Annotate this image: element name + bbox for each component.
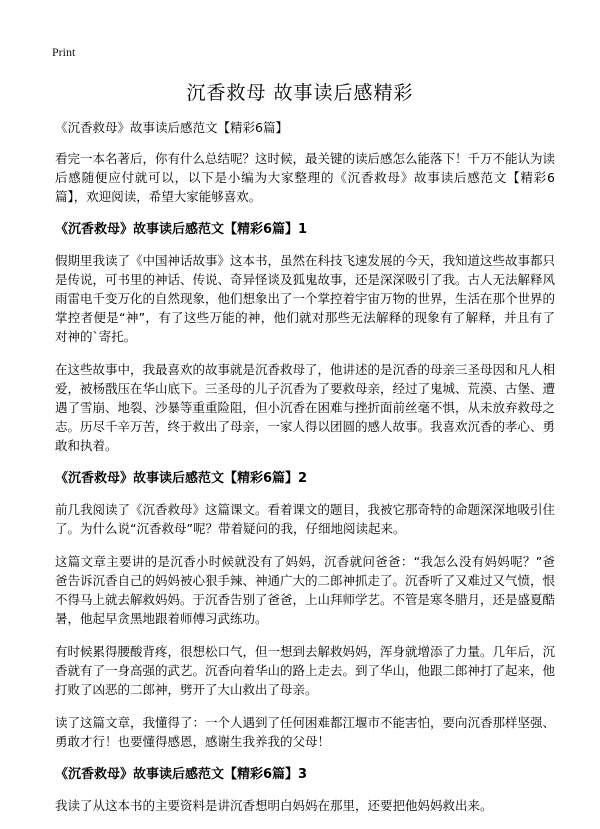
section-2-paragraph-3: 有时候累得腰酸背疼，很想松口气，但一想到去解救妈妈，浑身就增添了力量。几年后，沉香就有了一身高强的武艺。沉香向着华山的路上走去。到了华山，他跟二郎神打了起来，他打败了凶恶的二郎神，劈开了大山救出了母亲。 [55,644,556,697]
intro-paragraph: 看完一本名著后，你有什么总结呢？这时候，最关键的读后感怎么能落下！千万不能认为读后感随便应付就可以，以下是小编为大家整理的《沉香救母》故事读后感范文【精彩6篇】，欢迎阅读，希望大家能够喜欢。 [55,151,556,204]
section-heading-2: 《沉香救母》故事读后感范文【精彩6篇】2 [55,471,308,486]
print-link[interactable]: Print [52,45,76,59]
section-2-paragraph-4: 读了这篇文章，我懂得了：一个人遇到了任何困难都江堰市不能害怕，要向沉香那样坚强、勇敢才行！也要懂得感恩，感谢生我养我的父母！ [55,715,556,749]
article-body [55,118,555,829]
section-heading-1: 《沉香救母》故事读后感范文【精彩6篇】1 [55,222,308,237]
section-3-paragraph-1: 我读了从这本书的主要资料是讲沉香想明白妈妈在那里，还要把他妈妈救出来。 [55,798,493,813]
section-1-paragraph-1: 假期里我读了《中国神话故事》这本书，虽然在科技飞速发展的今天，我知道这些故事都只是传说，可书里的神话、传说、奇异怪谈及狐鬼故事，还是深深吸引了我。古人无法解释风雨雷电千变万化的自然现象，他们想象出了一个掌控着宇宙万物的世界，生活在那个世界的掌控者便是“神”，有了这些万能的神，他们就对那些无法解释的现象有了解释，并且有了对神的`寄托。 [55,253,556,344]
section-1-paragraph-2: 在这些故事中，我最喜欢的故事就是沉香救母了，他讲述的是沉香的母亲三圣母因和凡人相爱，被杨戬压在华山底下。三圣母的儿子沉香为了要救母亲，经过了鬼城、荒漠、古堡、遭遇了雪崩、地裂、沙暴等重重险阻，但小沉香在困难与挫折面前丝毫不惧，从未放弃救母之志。历尽千辛万苦，终于救出了母亲，一家人得以团圆的感人故事。我喜欢沉香的孝心、勇敢和执着。 [55,362,556,453]
section-2-paragraph-1: 前几我阅读了《沉香救母》这篇课文。看着课文的题目，我被它那奇特的命题深深地吸引住了。为什么说“沉香救母”呢？带着疑问的我，仔细地阅读起来。 [55,502,556,536]
section-heading-3: 《沉香救母》故事读后感范文【精彩6篇】3 [55,767,308,782]
section-2-paragraph-2: 这篇文章主要讲的是沉香小时候就没有了妈妈，沉香就问爸爸：“我怎么没有妈妈呢？”爸爸告诉沉香自己的妈妈被心狠手辣、神通广大的二郎神抓走了。沉香听了又难过又气愤，恨不得马上就去解救妈妈。于沉香告别了爸爸，上山拜师学艺。不管是寒冬腊月，还是盛夏酷暑，他起早贪黑地跟着师傅习武练功。 [55,554,556,626]
article-subtitle: 《沉香救母》故事读后感范文【精彩6篇】 [55,120,288,135]
page-title: 沉香救母 故事读后感精彩 [186,82,414,104]
